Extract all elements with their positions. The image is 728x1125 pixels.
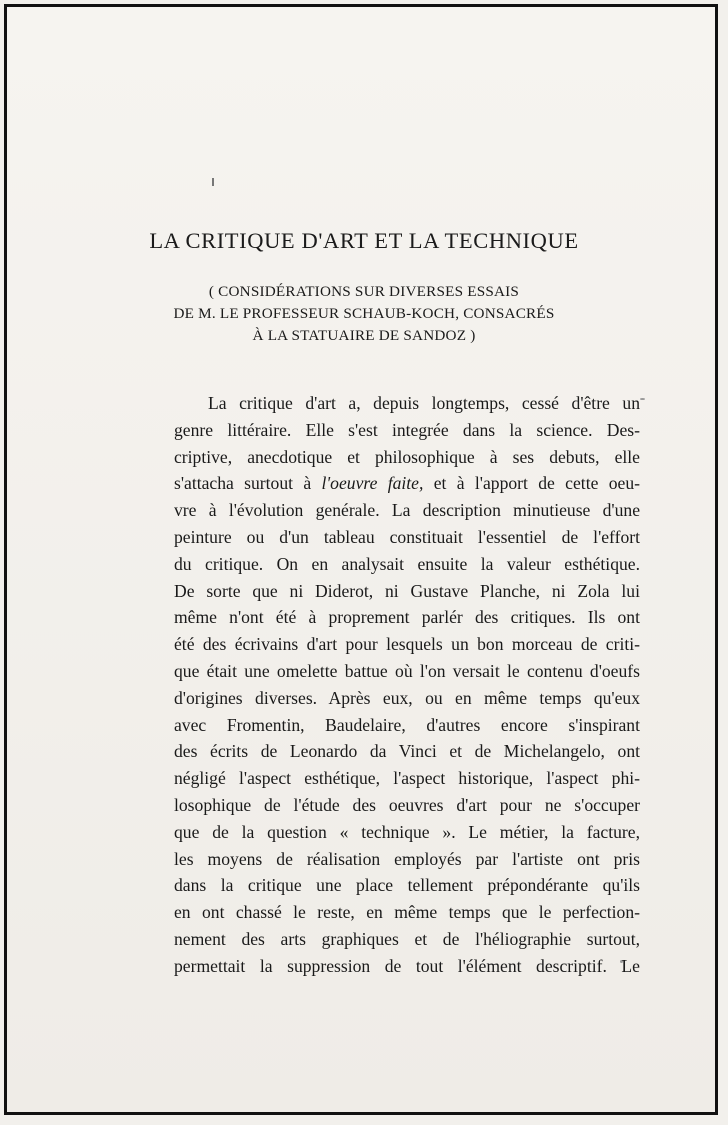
- body-line: vre à l'évolution genérale. La description minutieuse d'une: [174, 500, 640, 521]
- body-line: dans la critique une place tellement prépondérante qu'ils: [174, 875, 640, 896]
- subtitle-line: DE M. LE PROFESSEUR SCHAUB-KOCH, CONSACRÉS: [173, 305, 555, 322]
- article-title: LA CRITIQUE D'ART ET LA TECHNIQUE: [149, 228, 579, 253]
- emphasis-text: l'oeuvre faite,: [321, 473, 424, 494]
- body-line: négligé l'aspect esthétique, l'aspect historique, l'aspect phi-: [174, 768, 640, 789]
- body-line: criptive, anecdotique et philosophique à ses debuts, elle: [174, 446, 640, 467]
- body-line: les moyens de réalisation employés par l'artiste ont pris: [174, 848, 640, 869]
- article-subtitle: [0, 281, 728, 347]
- body-line: d'origines diverses. Après eux, ou en même temps qu'eux: [174, 687, 640, 708]
- paper-speck: [640, 398, 645, 400]
- body-line: genre littéraire. Elle s'est integrée dans la science. Des-: [174, 419, 640, 440]
- body-line: losophique de l'étude des oeuvres d'art pour ne s'occuper: [174, 794, 640, 815]
- body-line: été des écrivains d'art pour lesquels un bon morceau de criti-: [174, 634, 640, 655]
- article-body: [174, 390, 640, 980]
- body-line: peinture ou d'un tableau constituait l'essentiel de l'effort: [174, 526, 640, 547]
- body-line: De sorte que ni Diderot, ni Gustave Planche, ni Zola lui: [174, 580, 640, 601]
- body-line: du critique. On en analysait ensuite la valeur esthétique.: [174, 553, 640, 574]
- body-line: des écrits de Leonardo da Vinci et de Michelangelo, ont: [174, 741, 640, 762]
- subtitle-line: ( CONSIDÉRATIONS SUR DIVERSES ESSAIS: [208, 283, 520, 300]
- body-line: nement des arts graphiques et de l'héliographie surtout,: [174, 928, 640, 949]
- body-line: que était une omelette battue où l'on versait le contenu d'oeufs: [174, 660, 640, 681]
- body-line: même n'ont été à proprement parlér des critiques. Ils ont: [174, 607, 640, 628]
- body-line: avec Fromentin, Baudelaire, d'autres encore s'inspirant: [174, 714, 640, 735]
- print-mark: [212, 178, 214, 186]
- body-line: permettait la suppression de tout l'élément descriptif. Le: [174, 955, 640, 976]
- body-line: en ont chassé le reste, en même temps que le perfection-: [174, 902, 640, 923]
- body-line: que de la question « technique ». Le métier, la facture,: [174, 821, 640, 842]
- body-line: s'attacha surtout à l'oeuvre faite, et à l'apport de cette oeu-: [174, 473, 640, 494]
- subtitle-line: À LA STATUAIRE DE SANDOZ ): [252, 327, 476, 344]
- body-line: La critique d'art a, depuis longtemps, cessé d'être un: [208, 393, 640, 413]
